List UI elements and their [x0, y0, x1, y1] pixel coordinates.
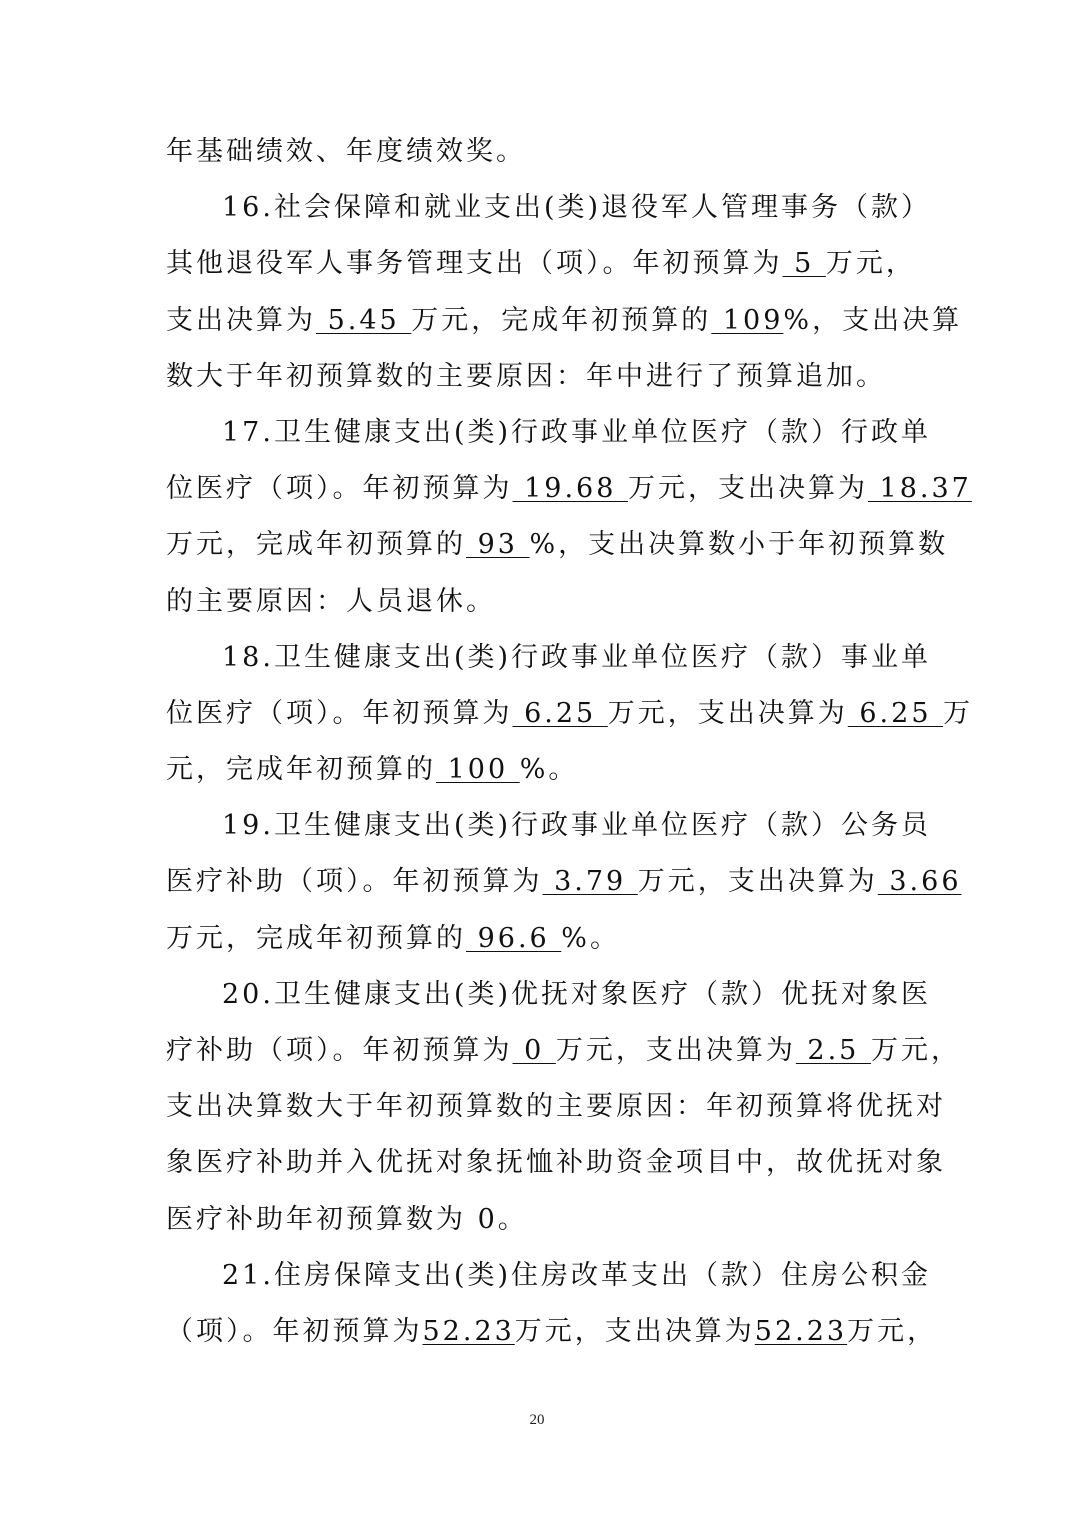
paragraph-line — [166, 1304, 938, 1360]
paragraph-line — [166, 1192, 912, 1248]
paragraph-heading-19 — [166, 798, 932, 854]
budget-value: 0 — [512, 1035, 556, 1066]
text-run: 17.卫生健康支出(类)行政事业单位医疗（款）行政单 — [222, 416, 932, 448]
paragraph-line — [166, 854, 962, 910]
completion-rate: 93 — [466, 529, 530, 561]
paragraph-line — [166, 349, 912, 405]
text-run: 万元，完成年初预算的 — [411, 304, 712, 336]
text-run: 万元，支出决算为 — [627, 473, 868, 505]
text-run: %。 — [561, 922, 620, 954]
page-number: 20 — [529, 1412, 545, 1428]
completion-rate: 100 — [436, 754, 520, 786]
text-run: 万元， — [847, 1315, 938, 1347]
paragraph-heading-21 — [166, 1248, 932, 1304]
text-run: 年基础绩效、年度绩效奖。 — [166, 136, 526, 167]
text-run: （项）。年初预算为 — [166, 1315, 423, 1347]
text-run: 万元， — [870, 1035, 961, 1066]
paragraph-heading-18 — [166, 630, 932, 686]
text-run: 元，完成年初预算的 — [166, 754, 436, 786]
text-run: 疗补助（项）。年初预算为 — [166, 1035, 513, 1066]
text-run: 位医疗（项）。年初预算为 — [166, 473, 513, 505]
text-run: 位医疗（项）。年初预算为 — [166, 697, 513, 729]
budget-value: 19.68 — [512, 473, 628, 505]
text-run: 万元， — [825, 248, 916, 280]
text-run: 数大于年初预算数的主要原因：年中进行了预算追加。 — [166, 360, 886, 392]
paragraph-line — [166, 742, 912, 798]
paragraph-line — [166, 293, 963, 349]
paragraph-line — [166, 686, 974, 742]
text-run: 18.卫生健康支出(类)行政事业单位医疗（款）事业单 — [222, 641, 932, 673]
text-run: 19.卫生健康支出(类)行政事业单位医疗（款）公务员 — [222, 810, 932, 842]
text-run: 支出决算为 — [166, 304, 316, 336]
actual-value: 52.23 — [754, 1315, 848, 1347]
text-run: 万元，支出决算为 — [637, 866, 878, 898]
paragraph-line — [166, 124, 912, 180]
paragraph-line — [166, 1079, 946, 1135]
text-run: 的主要原因：人员退休。 — [166, 585, 496, 617]
actual-value: 2.5 — [795, 1035, 871, 1066]
completion-rate: 109 — [711, 304, 784, 336]
budget-value: 6.25 — [512, 697, 608, 729]
budget-value: 52.23 — [422, 1315, 515, 1347]
body-text — [166, 124, 974, 1360]
text-run: 万元，支出决算为 — [607, 697, 848, 729]
completion-rate: 96.6 — [466, 922, 562, 954]
text-run: 万元，支出决算为 — [555, 1035, 796, 1066]
text-run: %，支出决算 — [783, 304, 963, 336]
text-run: 医疗补助年初预算数为 0。 — [166, 1203, 528, 1235]
text-run: 象医疗补助并入优抚对象抚恤补助资金项目中，故优抚对象 — [166, 1147, 946, 1179]
paragraph-line — [166, 1023, 961, 1079]
text-run: %，支出决算数小于年初预算数 — [529, 529, 949, 561]
text-run: %。 — [519, 754, 579, 786]
text-run: 20.卫生健康支出(类)优抚对象医疗（款）优抚对象医 — [222, 978, 932, 1010]
text-run: 医疗补助（项）。年初预算为 — [166, 866, 543, 898]
paragraph-line — [166, 1135, 946, 1191]
text-run: 万 — [943, 697, 974, 729]
paragraph-heading-17 — [166, 405, 932, 461]
paragraph-line — [166, 461, 972, 517]
actual-value: 18.37 — [867, 473, 972, 505]
budget-value: 5 — [782, 248, 826, 280]
actual-value: 6.25 — [847, 697, 944, 729]
text-run: 万元，完成年初预算的 — [166, 922, 466, 954]
actual-value: 3.66 — [877, 866, 962, 898]
paragraph-line — [166, 517, 949, 573]
text-run: 21.住房保障支出(类)住房改革支出（款）住房公积金 — [222, 1259, 932, 1291]
text-run: 16.社会保障和就业支出(类)退役军人管理事务（款） — [222, 192, 932, 224]
paragraph-line — [166, 574, 912, 630]
paragraph-line — [166, 911, 912, 967]
actual-value: 5.45 — [316, 304, 412, 336]
budget-value: 3.79 — [542, 866, 638, 898]
paragraph-heading-16 — [166, 180, 932, 236]
paragraph-heading-20 — [166, 967, 932, 1023]
text-run: 万元，完成年初预算的 — [166, 529, 466, 561]
paragraph-line — [166, 236, 916, 292]
text-run: 支出决算数大于年初预算数的主要原因：年初预算将优抚对 — [166, 1091, 946, 1123]
text-run: 其他退役军人事务管理支出（项）。年初预算为 — [166, 248, 783, 280]
text-run: 万元，支出决算为 — [514, 1315, 755, 1347]
